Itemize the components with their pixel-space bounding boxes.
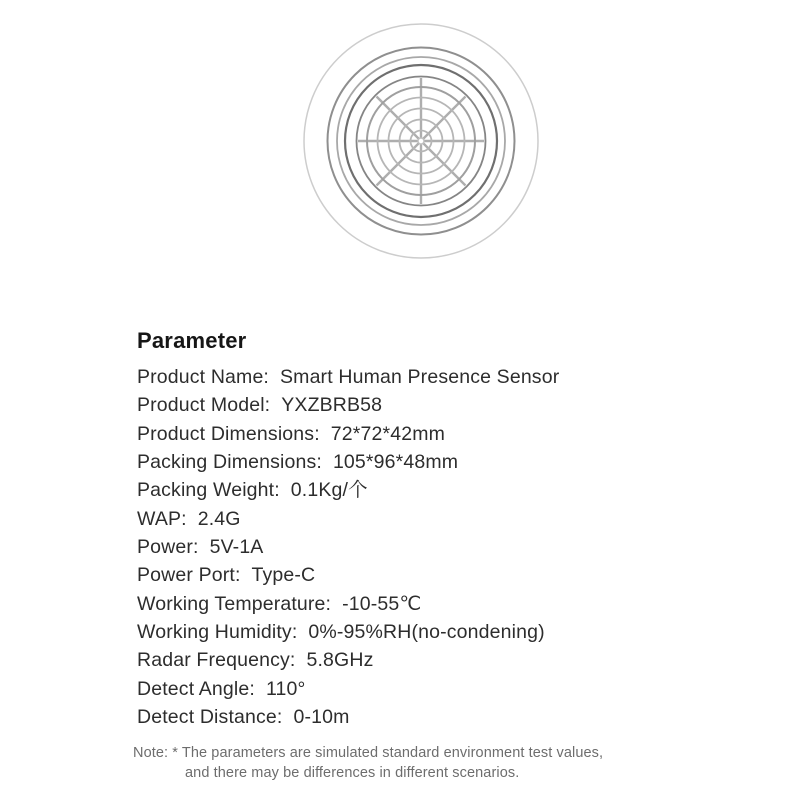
sensor-top-view-icon bbox=[281, 1, 561, 281]
parameter-row bbox=[137, 590, 697, 618]
parameter-value: 2.4G bbox=[197, 507, 241, 530]
parameter-label: Packing Dimensions: bbox=[137, 451, 322, 474]
parameter-value: 0-10m bbox=[293, 706, 350, 729]
parameter-section bbox=[137, 328, 697, 731]
parameter-value: 0%-95%RH(no-condening) bbox=[308, 621, 545, 644]
parameter-value: Type-C bbox=[251, 564, 316, 587]
section-heading: Parameter bbox=[137, 328, 247, 353]
parameter-row bbox=[137, 363, 697, 391]
parameter-label: Detect Angle: bbox=[137, 677, 255, 700]
parameter-value: -10-55℃ bbox=[342, 592, 422, 615]
parameter-label: Packing Weight: bbox=[137, 479, 280, 502]
parameter-label: Radar Frequency: bbox=[137, 649, 296, 672]
parameter-value: 110° bbox=[265, 677, 306, 700]
parameter-label: Working Humidity: bbox=[137, 621, 298, 644]
parameter-value: 72*72*42mm bbox=[330, 422, 445, 445]
parameter-value: 5V-1A bbox=[209, 536, 264, 559]
parameter-label: Detect Distance: bbox=[137, 706, 283, 729]
parameter-row bbox=[137, 533, 697, 561]
parameter-label: Power: bbox=[137, 536, 199, 559]
parameter-row bbox=[137, 448, 697, 476]
parameter-value: 5.8GHz bbox=[306, 649, 374, 672]
note-line-1: Note: * The parameters are simulated standard environment test values, bbox=[133, 745, 604, 761]
note-line-2: and there may be differences in different scenarios. bbox=[185, 764, 520, 781]
parameter-label: Product Model: bbox=[137, 394, 271, 417]
parameter-row bbox=[137, 505, 697, 533]
parameter-label: Product Name: bbox=[137, 366, 270, 388]
sensor-illustration bbox=[281, 1, 561, 281]
parameter-row bbox=[137, 391, 697, 419]
parameter-row bbox=[137, 646, 697, 674]
parameter-row bbox=[137, 420, 697, 448]
parameter-value: 0.1Kg/个 bbox=[290, 479, 368, 502]
parameter-label: Working Temperature: bbox=[137, 592, 332, 615]
parameter-label: Product Dimensions: bbox=[137, 422, 320, 445]
note bbox=[133, 744, 603, 783]
parameter-row bbox=[137, 703, 697, 731]
parameter-row bbox=[137, 675, 697, 703]
parameter-label: Power Port: bbox=[137, 564, 241, 587]
parameter-value: YXZBRB58 bbox=[281, 394, 383, 417]
parameter-row bbox=[137, 476, 697, 504]
parameter-row bbox=[137, 618, 697, 646]
parameter-value: 105*96*48mm bbox=[332, 451, 459, 474]
parameter-value: Smart Human Presence Sensor bbox=[280, 366, 560, 388]
parameter-row bbox=[137, 561, 697, 589]
parameter-label: WAP: bbox=[137, 507, 187, 530]
